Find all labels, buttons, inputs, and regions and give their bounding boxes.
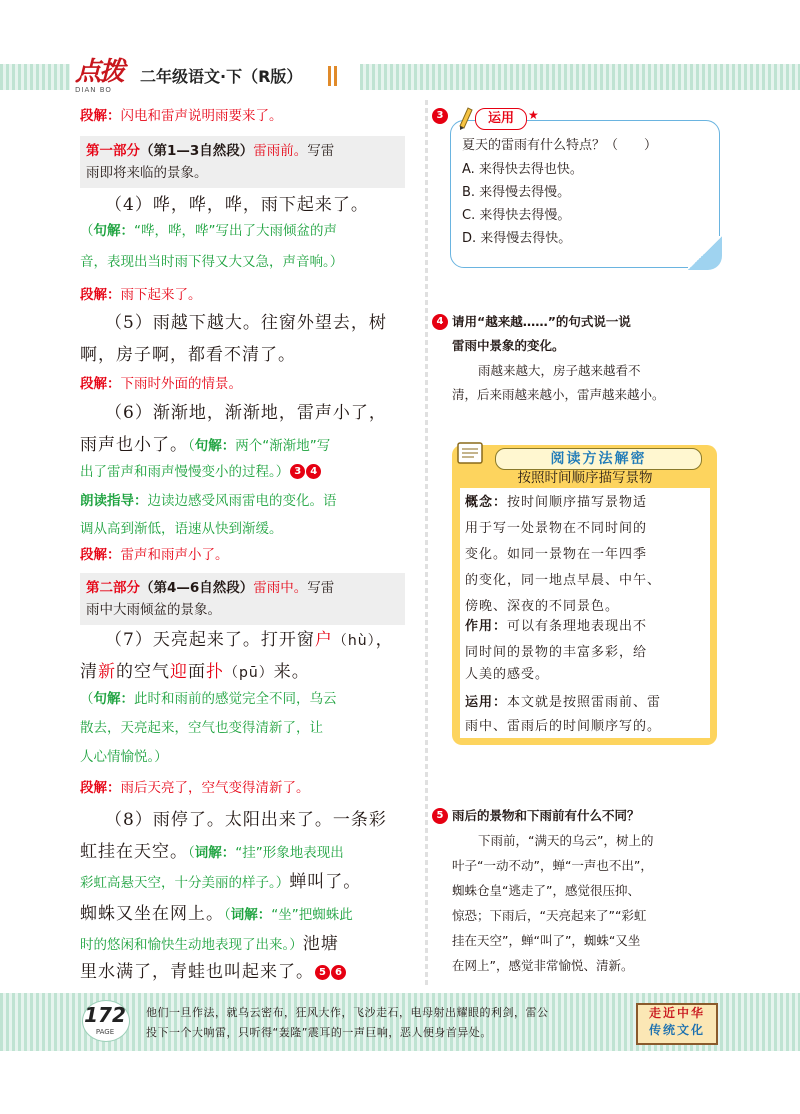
question-4-text: 请用“越来越……”的句式说一说 — [452, 314, 631, 329]
answer-5: 挂在天空”，蝉“叫了”，蜘蛛“又坐 — [452, 933, 641, 948]
concept-line: 傍晚、深夜的不同景色。 — [465, 599, 620, 614]
usage-line: 雨中、雷雨后的时间顺序写的。 — [465, 719, 662, 734]
header-decor-bars — [328, 66, 338, 86]
concept-line: 变化。如同一景物在一年四季 — [465, 547, 648, 562]
question-5-text: 雨后的景物和下雨前有什么不同？ — [452, 808, 640, 823]
card-page-curl — [688, 236, 722, 270]
brand-logo: 点拨 DIAN BO — [75, 57, 124, 94]
reading-method-subtitle: 按照时间顺序描写景物 — [517, 470, 653, 486]
paragraph-8-line-2: 虹挂在天空。（词解：“挂”形象地表现出 — [80, 842, 344, 862]
answer-5: 惊恐；下雨后，“天亮起来了”“彩虹 — [452, 908, 647, 923]
concept-line: 的变化，同一地点早晨、中午、 — [465, 573, 662, 588]
segment-note: 段解：闪电和雷声说明雨要来了。 — [80, 108, 283, 124]
answer-5: 下雨前，“满天的乌云”，树上的 — [478, 833, 654, 848]
option-d[interactable]: D. 来得慢去得快。 — [462, 231, 572, 246]
page-number: 172 — [84, 1003, 126, 1027]
paragraph-8-line-6: 里水满了，青蛙也叫起来了。 5 6 — [80, 955, 346, 989]
question-number-4: 4 — [432, 314, 448, 330]
paragraph-4: （4）哗，哗，哗，雨下起来了。 — [105, 195, 369, 215]
question-marker-5[interactable]: 5 — [315, 965, 330, 980]
effect-line: 同时间的景物的丰富多彩，给 — [465, 645, 648, 660]
question-marker-6[interactable]: 6 — [331, 965, 346, 980]
effect-line: 人美的感受。 — [465, 667, 550, 682]
reading-method-title: 阅读方法解密 — [495, 448, 702, 470]
star-icon: ★ — [528, 108, 539, 122]
notebook-icon — [456, 440, 486, 466]
concept-line: 用于写一处景物在不同时间的 — [465, 521, 648, 536]
usage-line: 运用：本文就是按照雷雨前、雷 — [465, 695, 662, 710]
question-marker-4[interactable]: 4 — [306, 464, 321, 479]
reading-guide: 朗读指导：边读边感受风雨雷电的变化。语 — [80, 493, 337, 509]
paragraph-6-line-2: 雨声也小了。（句解：两个“渐渐地”写 — [80, 435, 331, 455]
reading-guide-cont: 调从高到渐低，语速从快到渐缓。 — [80, 521, 283, 537]
sentence-note: （句解：“哗，哗，哗”写出了大雨倾盆的声 — [80, 223, 337, 239]
segment-note: 段解：雷声和雨声小了。 — [80, 547, 229, 563]
paragraph-5-line-2: 啊，房子啊，都看不清了。 — [80, 345, 296, 365]
effect-line: 作用：可以有条理地表现出不 — [465, 619, 648, 634]
paragraph-8-line-4: 蜘蛛又坐在网上。（词解：“坐”把蜘蛛此 — [80, 904, 353, 924]
answer-5: 叶子“一动不动”，蝉“一声也不出”， — [452, 858, 653, 873]
paragraph-6-line-1: （6）渐渐地，渐渐地，雷声小了， — [105, 403, 387, 423]
book-title: 二年级语文·下（R版） — [140, 67, 303, 86]
option-b[interactable]: B. 来得慢去得慢。 — [462, 185, 571, 200]
paragraph-8-line-3: 彩虹高悬天空，十分美丽的样子。）蝉叫了。 — [80, 872, 362, 892]
sentence-note-cont: 人心情愉悦。） — [80, 749, 168, 765]
section-1-box: 第一部分（第1—3自然段）雷雨前。写雷 雨即将来临的景象。 — [80, 136, 405, 188]
sentence-note-cont: 音，表现出当时雨下得又大又急，声音响。） — [80, 254, 344, 270]
footer-story: 他们一旦作法，就乌云密布，狂风大作，飞沙走石，电母射出耀眼的利剑，雷公 投下一个大响雷，只听得“轰隆”震耳的一声巨响，恶人便身首异处。 — [146, 1006, 549, 1039]
answer-5: 在网上”，感觉非常愉悦、清新。 — [452, 958, 634, 973]
sentence-note-cont: 散去，天亮起来，空气也变得清新了，让 — [80, 720, 323, 736]
segment-note: 段解：雨下起来了。 — [80, 287, 202, 303]
concept-line: 概念：按时间顺序描写景物适 — [465, 495, 648, 510]
segment-note: 段解：雨后天亮了，空气变得清新了。 — [80, 780, 310, 796]
answer-4-cont: 清，后来雨越来越小，雷声越来越小。 — [452, 387, 665, 402]
question-marker-3[interactable]: 3 — [290, 464, 305, 479]
sentence-note-cont: 出了雷声和雨声慢慢变小的过程。） 3 4 — [80, 457, 321, 488]
page-word: PAGE — [95, 1028, 115, 1036]
option-c[interactable]: C. 来得快去得慢。 — [462, 208, 571, 223]
answer-4: 雨越来越大，房子越来越看不 — [478, 363, 641, 378]
segment-note: 段解：下雨时外面的情景。 — [80, 376, 242, 392]
column-divider — [425, 100, 428, 985]
paragraph-8-line-5: 时的悠闲和愉快生动地表现了出来。）池塘 — [80, 934, 339, 954]
pencil-icon — [456, 104, 474, 130]
paragraph-8-line-1: （8）雨停了。太阳出来了。一条彩 — [105, 810, 387, 830]
paragraph-7-line-1: （7）天亮起来了。打开窗户（hù）， — [105, 630, 394, 650]
question-4-text-cont: 雷雨中景象的变化。 — [452, 338, 565, 353]
section-2-box: 第二部分（第4—6自然段）雷雨中。写雷 雨中大雨倾盆的景象。 — [80, 573, 405, 625]
option-a[interactable]: A. 来得快去得也快。 — [462, 162, 583, 177]
question-number-5: 5 — [432, 808, 448, 824]
question-text: 夏天的雷雨有什么特点？（ ） — [462, 138, 658, 153]
question-number-3: 3 — [432, 108, 448, 124]
sentence-note: （句解：此时和雨前的感觉完全不同，乌云 — [80, 691, 337, 707]
culture-stamp: 走近中华 传统文化 — [636, 1003, 718, 1045]
paragraph-7-line-2: 清新的空气迎面扑（pū）来。 — [80, 662, 310, 682]
apply-tag: 运用 — [475, 108, 527, 130]
answer-5: 蜘蛛仓皇“逃走了”，感觉很压抑、 — [452, 883, 640, 898]
paragraph-5-line-1: （5）雨越下越大。往窗外望去，树 — [105, 313, 387, 333]
